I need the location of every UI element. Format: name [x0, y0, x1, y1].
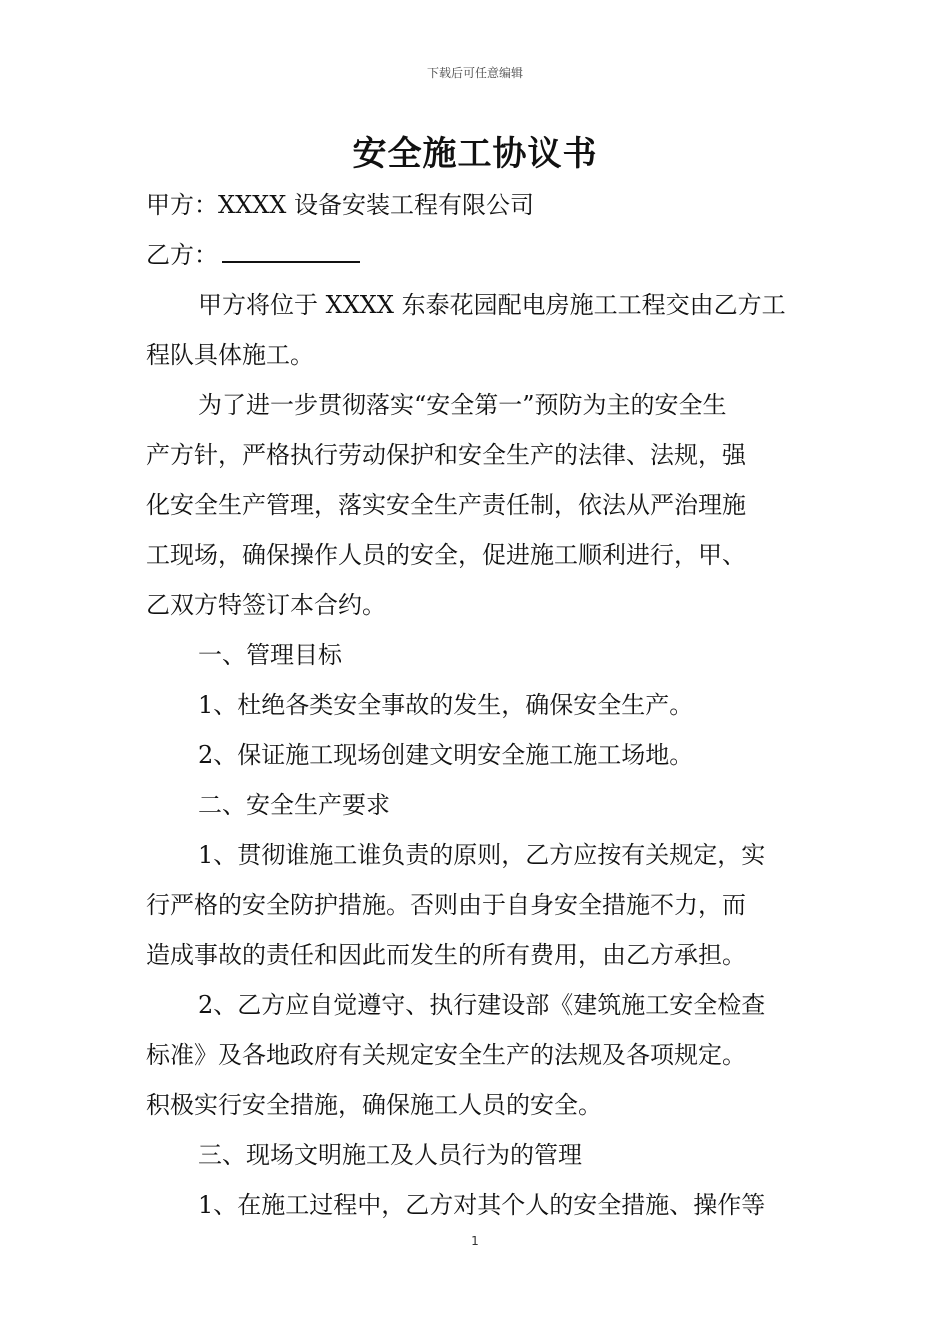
body-text-line: 一、管理目标: [198, 641, 342, 669]
body-text-line: 化安全生产管理，落实安全生产责任制，依法从严治理施: [146, 491, 746, 519]
body-text-line: 程队具体施工。: [146, 341, 314, 369]
body-text-line: 1、在施工过程中，乙方对其个人的安全措施、操作等: [198, 1191, 766, 1219]
party-a-line: 甲方：XXXX 设备安装工程有限公司: [146, 191, 534, 219]
page-header-note: 下载后可任意编辑: [426, 66, 523, 80]
body-text-line: 2、乙方应自觉遵守、执行建设部《建筑施工安全检查: [198, 991, 766, 1019]
body-text-line: 积极实行安全措施，确保施工人员的安全。: [146, 1091, 602, 1119]
body-text-line: 乙双方特签订本合约。: [146, 591, 386, 619]
body-text-line: 为了进一步贯彻落实“安全第一”预防为主的安全生: [198, 391, 727, 419]
body-text-line: 1、杜绝各类安全事故的发生，确保安全生产。: [198, 691, 694, 719]
body-text-line: 二、安全生产要求: [198, 791, 390, 819]
document-title: 安全施工协议书: [352, 134, 598, 174]
body-text-line: 2、保证施工现场创建文明安全施工施工场地。: [198, 741, 694, 769]
body-text-line: 标准》及各地政府有关规定安全生产的法规及各项规定。: [146, 1041, 746, 1069]
body-text-line: 产方针，严格执行劳动保护和安全生产的法律、法规，强: [146, 441, 746, 469]
body-text-line: 造成事故的责任和因此而发生的所有费用，由乙方承担。: [146, 941, 746, 969]
body-text-line: 甲方将位于 XXXX 东泰花园配电房施工工程交由乙方工: [198, 291, 786, 319]
party-b-label: 乙方：: [146, 241, 218, 269]
body-text-line: 工现场，确保操作人员的安全，促进施工顺利进行，甲、: [146, 541, 746, 569]
body-text-line: 行严格的安全防护措施。否则由于自身安全措施不力，而: [146, 891, 746, 919]
body-text-line: 三、现场文明施工及人员行为的管理: [198, 1141, 582, 1169]
document-body: [146, 180, 806, 1230]
page-number: 1: [471, 1234, 479, 1248]
party-b-line: [146, 230, 806, 280]
body-text-line: 1、贯彻谁施工谁负责的原则，乙方应按有关规定，实: [198, 841, 766, 869]
party-b-blank-field[interactable]: [222, 235, 360, 263]
body-paragraphs: [146, 280, 806, 1230]
